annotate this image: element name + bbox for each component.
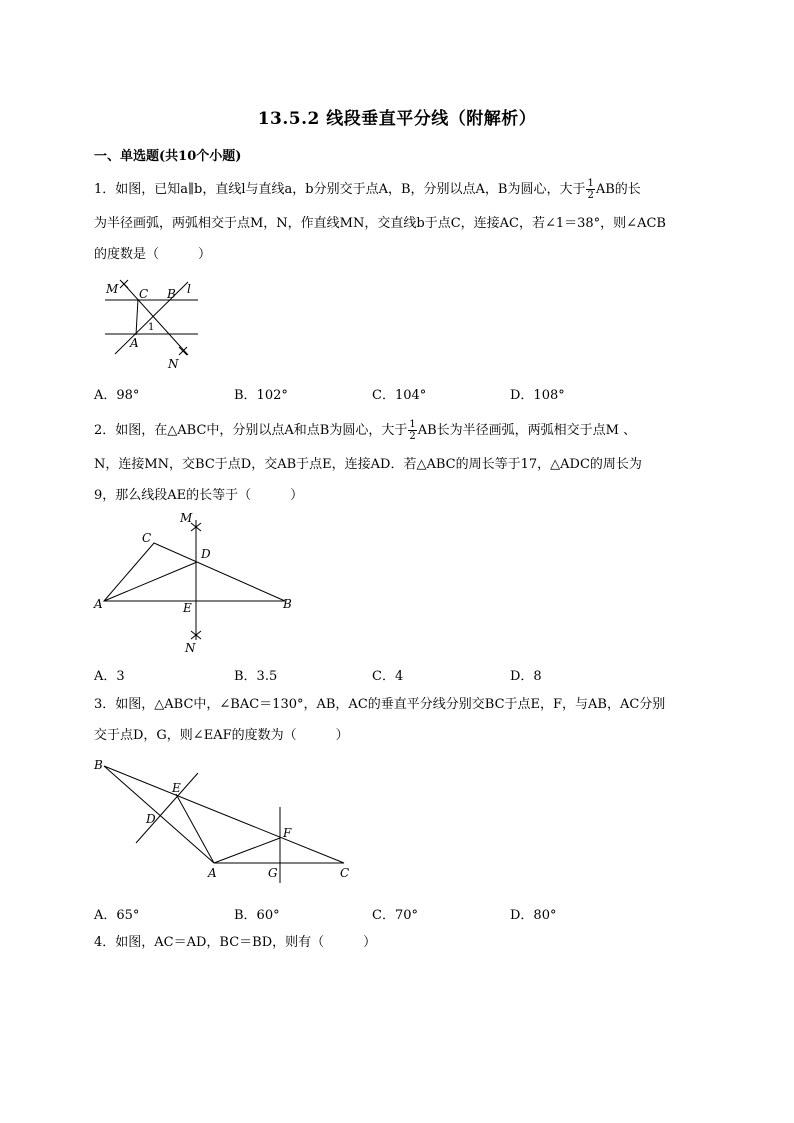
q1-option-c[interactable]: C．104° [372,388,427,403]
q3-label-c: C [340,866,350,880]
q3-option-b[interactable]: B．60° [234,908,280,923]
q3-label-a: A [208,866,217,880]
q3-option-c[interactable]: C．70° [372,908,418,923]
q2-option-a[interactable]: A．3 [94,669,125,684]
q3-option-d[interactable]: D．80° [510,908,557,923]
q1-segment-ac [136,299,138,335]
q1-frac-den: 2 [587,190,594,201]
q3-triangle-abc [104,766,344,863]
q3-label-d: D [146,812,156,826]
q2-label-a: A [94,597,103,611]
q1-label-b: B [167,287,176,301]
q1-label-angle1: 1 [148,322,155,333]
q3-label-e: E [172,781,181,795]
q2-label-m: M [180,511,193,525]
q1-figure [100,277,220,372]
q1-label-n: N [168,357,179,371]
q2-triangle-abc [104,543,285,601]
q3-label-g: G [268,866,278,880]
q2-line3: 9，那么线段AE的长等于（ ） [94,488,304,503]
q2-frac-den: 2 [409,431,416,442]
q2-label-n: N [185,641,196,655]
q2-text-b: AB长为半径画弧，两弧相交于点M 、 [417,423,637,438]
q2-option-d[interactable]: D．8 [510,669,542,684]
q2-label-c: C [142,531,152,545]
q2-fraction [408,419,416,442]
q1-option-d[interactable]: D．108° [510,388,565,403]
q3-line1: 3．如图，△ABC中，∠BAC＝130°，AB，AC的垂直平分线分别交BC于点E，F，与AB，AC分别 [94,697,666,712]
q2-line2: N，连接MN，交BC于点D，交AB于点E，连接AD．若△ABC的周长等于17，△ADC的周长为 [94,457,642,472]
q2-line1 [94,419,636,442]
q3-segment-af [214,838,280,863]
q2-frac-num: 1 [409,419,416,430]
q1-option-b[interactable]: B．102° [234,388,288,403]
q1-fraction [586,178,594,201]
q2-label-d: D [201,547,211,561]
q3-label-b: B [94,758,103,772]
q2-segment-ad [104,562,197,601]
q3-option-a[interactable]: A．65° [94,908,140,923]
q1-text-b: AB的长 [595,182,641,197]
q2-option-b[interactable]: B．3.5 [234,669,278,684]
q1-line1 [94,178,641,201]
q1-label-l: l [187,282,191,296]
q3-figure [92,757,362,882]
q1-line3: 的度数是（ ） [94,247,212,262]
page-title: 13.5.2 线段垂直平分线（附解析） [257,109,537,129]
q1-label-m: M [106,282,119,296]
q2-label-e: E [183,601,192,615]
section-heading: 一、单选题(共10个小题) [94,149,242,164]
q2-option-c[interactable]: C．4 [372,669,404,684]
q1-text-a: 1．如图，已知a∥b，直线l与直线a，b分别交于点A，B，分别以点A，B为圆心，大于 [94,182,586,197]
q2-text-a: 2．如图，在△ABC中，分别以点A和点B为圆心，大于 [94,423,408,438]
q2-label-b: B [283,597,292,611]
q4-line1: 4．如图，AC＝AD，BC＝BD，则有（ ） [94,935,377,950]
q1-line2: 为半径画弧，两弧相交于点M，N，作直线MN，交直线b于点C，连接AC，若∠1＝38°，则∠ACB [94,216,666,231]
q3-line2: 交于点D，G，则∠EAF的度数为（ ） [94,728,349,743]
q3-label-f: F [283,826,292,840]
q1-option-a[interactable]: A．98° [94,388,140,403]
q3-segment-ae [176,794,214,863]
q1-label-a: A [130,336,139,350]
q3-perp-bisector-ab [136,773,198,843]
q1-label-c: C [139,287,149,301]
q1-frac-num: 1 [587,178,594,189]
q2-figure [92,510,302,655]
